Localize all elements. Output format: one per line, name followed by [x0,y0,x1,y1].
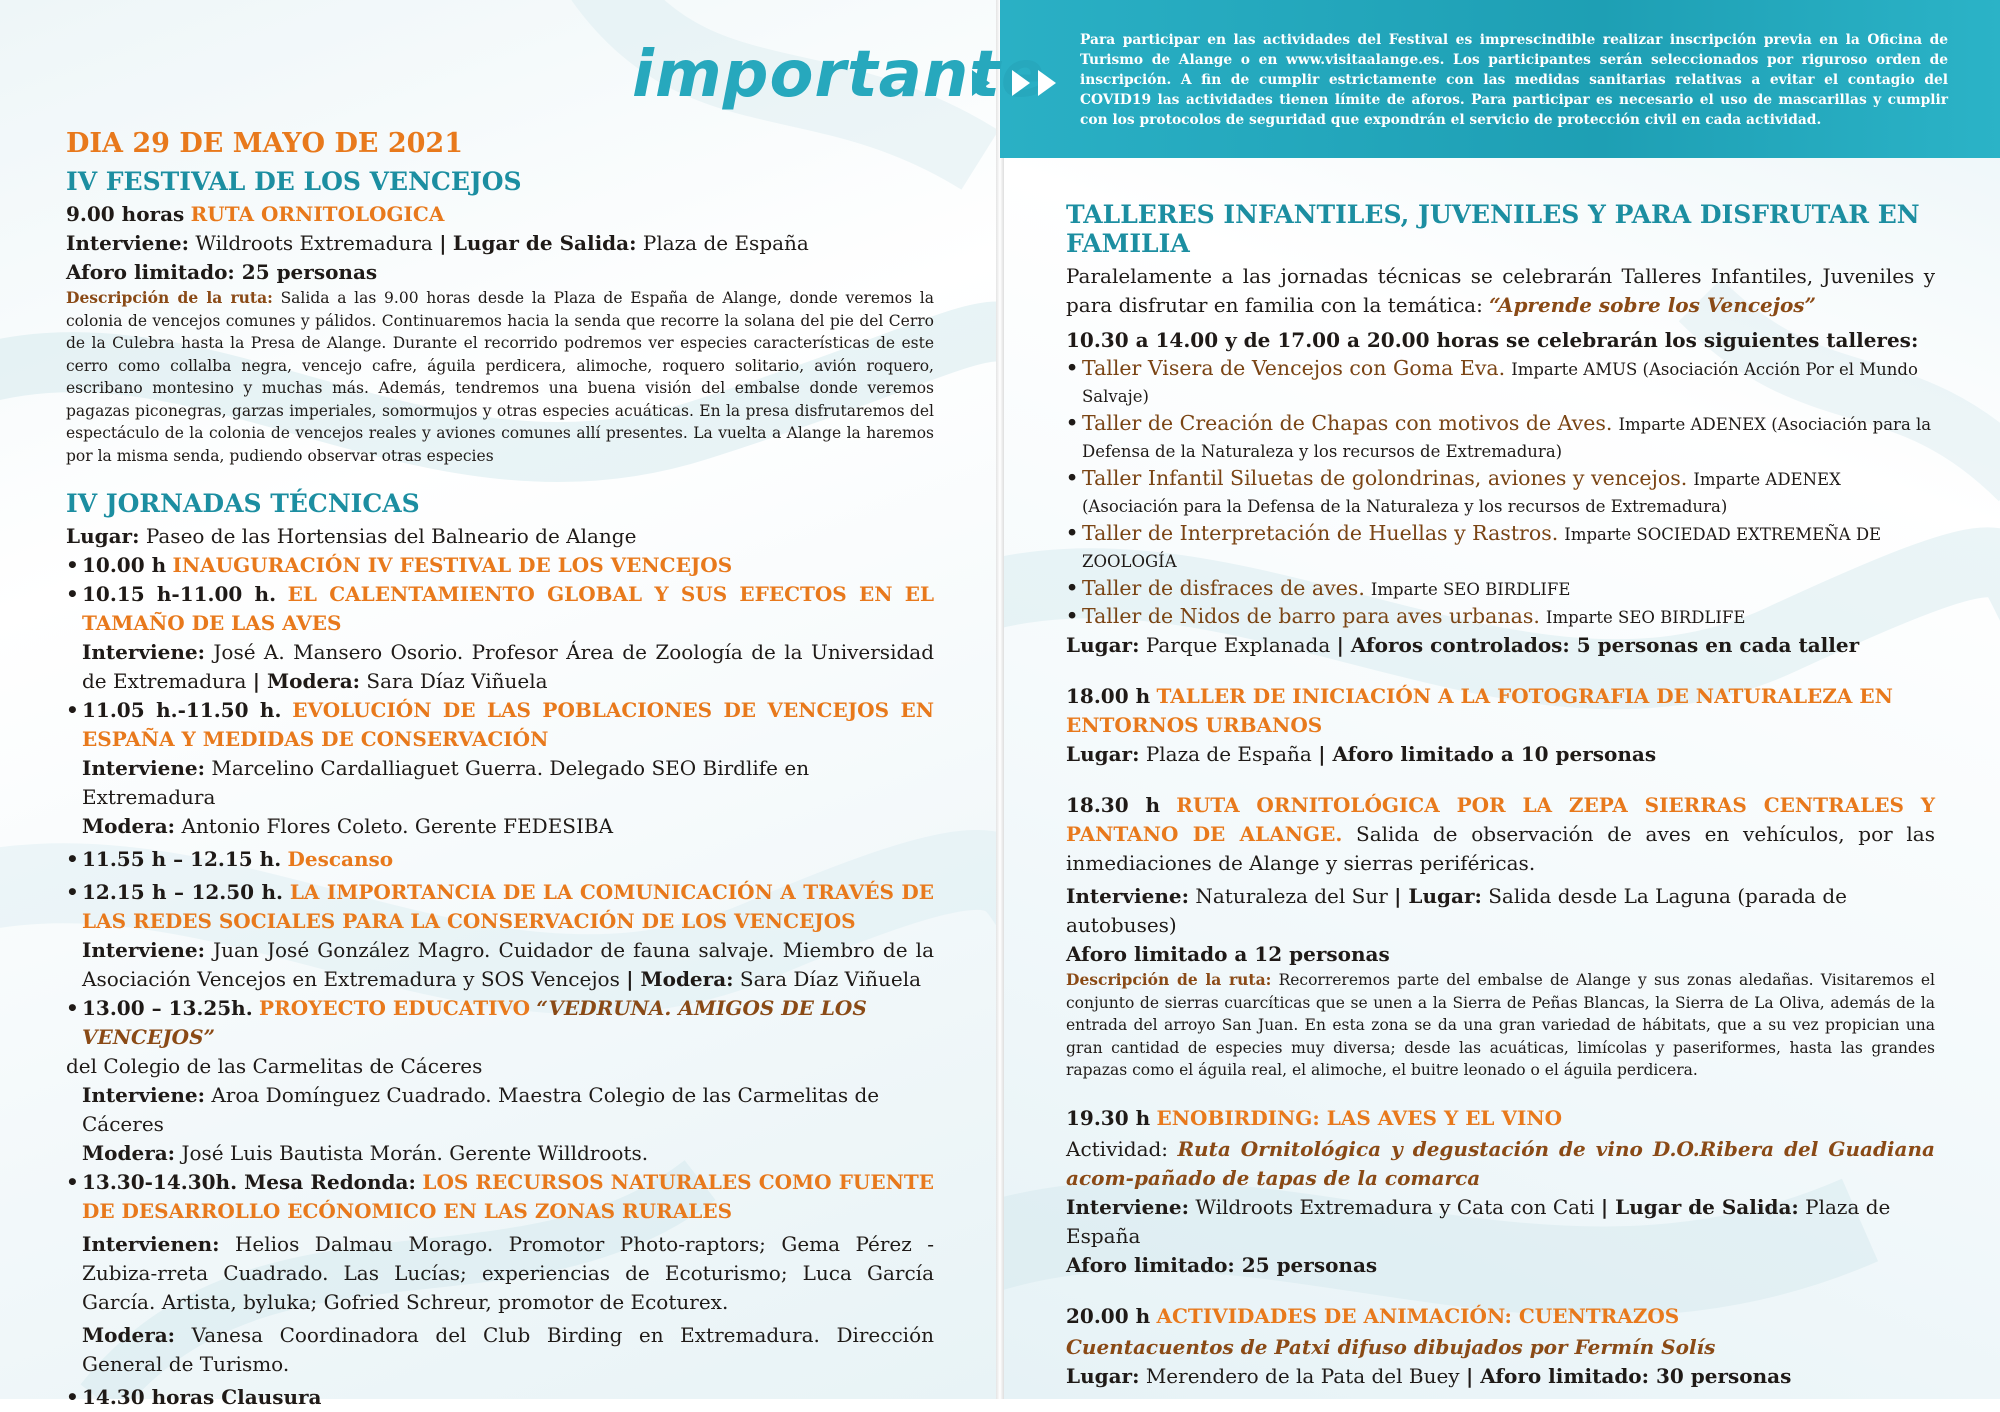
talleres-lugar: Lugar: Parque Explanada | Aforos controlados: 5 personas en cada taller [1066,633,1860,657]
lugar-value: Salida desde La Laguna (parada de autobuses) [1066,884,1847,937]
zepa-heading [1066,791,1935,878]
modera-label: Modera: [82,1323,176,1347]
workshop-title: Taller Visera de Vencejos con Goma Eva. [1082,356,1506,380]
salida-label: Lugar de Salida: [452,231,637,255]
zepa-description [1066,969,1935,1082]
agenda-item-evolucion [66,696,934,754]
desc-label: Descripción de la ruta: [66,288,273,307]
lugar-value: Plaza de España [1145,742,1312,766]
agenda-item-comunicacion [66,878,934,936]
ruta-details: Interviene: Wildroots Extremadura | Lugar de Salida: Plaza de España [66,231,809,255]
agenda-title: EL CALENTAMIENTO GLOBAL Y SUS EFECTOS EN EL TAMAÑO DE LAS AVES [82,582,935,635]
modera-label: Modera: [266,669,361,693]
interviene-value: Juan José González Magro. Cuidador de fauna salvaje. Miembro de la Asociación Vencejos en Extremadura y SOS Vencejos [82,938,935,991]
eno-heading [1066,1104,1935,1133]
workshop-imparte: Imparte SEO BIRDLIFE [1545,608,1746,627]
importante-heading: importante [632,38,1046,112]
list-item [1066,410,1935,465]
workshop-imparte: Imparte ADENEX (Asociación para la Defensa de la Naturaleza y los recursos de Extremadura) [1082,470,1841,516]
agenda-speaker [66,754,934,812]
agenda-item-proyecto [66,994,934,1052]
list-item [1066,355,1935,410]
agenda-title: Descanso [287,847,394,871]
lugar-label: Lugar: [1066,742,1140,766]
lugar-label: Lugar: [66,524,140,548]
interviene-label: Interviene: [82,938,205,962]
list-item [1066,520,1935,575]
interviene-label: Interviene: [82,756,205,780]
actividad-label: Actividad: [1066,1136,1169,1161]
banner-text: Para participar en las actividades del Festival es imprescindible realizar inscripción previa en la Oficina de Turismo de Alange o en www.visitaalange.es. Los participantes serán seleccionados por riguroso orden de inscripción. A fin de cumplir estrictamente con las medidas sanitarias relativas a evitar el contagio del COVID19 las actividades tienen límite de aforos. Para participar es necesario el uso de mascarillas y cumplir con los protocolos de seguridad que expondrán el servicio de protección civil en cada actividad. [1080,32,1948,128]
workshop-imparte: Imparte AMUS (Asociación Acción Por el Mundo Salvaje) [1082,360,1918,406]
right-column [1066,200,1935,1391]
agenda-item-mesa-redonda [66,1168,934,1226]
left-column [66,128,934,1412]
intervienen-label: Intervienen: [82,1232,220,1256]
ruta-time: 9.00 horas [66,202,185,226]
festival-title: IV FESTIVAL DE LOS VENCEJOS [66,167,522,196]
talleres-hours [1066,326,1935,355]
page-spine [996,0,1004,1399]
modera-value: Vanesa Coordinadora del Club Birding en Extremadura. Dirección General de Turismo. [82,1323,934,1376]
arrow-icons-right [1012,64,1064,102]
talleres-title: TALLERES INFANTILES, JUVENILES Y PARA DISFRUTAR EN FAMILIA [1066,200,1920,258]
modera-label: Modera: [640,967,734,991]
agenda-title-italic: “VEDRUNA. AMIGOS DE LOS VENCEJOS” [82,996,867,1049]
salida-value: Plaza de España [1066,1194,1891,1248]
interviene-label: Interviene: [82,640,205,664]
event-text: Salida de observación de aves en vehículos, por las inmediaciones de Alange y sierras periféricas. [1066,822,1935,875]
eno-details: Interviene: Wildroots Extremadura y Cata con Cati | Lugar de Salida: Plaza de España [1066,1194,1891,1248]
agenda-item-descanso [66,845,934,874]
agenda-moderator [66,812,934,841]
event-title: TALLER DE INICIACIÓN A LA FOTOGRAFIA DE NATURALEZA EN ENTORNOS URBANOS [1066,684,1893,737]
agenda-title: LOS RECURSOS NATURALES COMO FUENTE DE DESARROLLO ECÓNOMICO EN LAS ZONAS RURALES [82,1170,934,1223]
agenda-speaker [66,1081,934,1139]
agenda-speaker: Interviene: Juan José González Magro. Cuidador de fauna salvaje. Miembro de la Asociación Vencejos en Extremadura y SOS Vencejos | Modera: Sara Díaz Viñuela [82,938,935,991]
modera-label: Modera: [82,1141,176,1165]
list-item [1066,465,1935,520]
lugar-value: Paseo de las Hortensias del Balneario de Alange [145,524,637,548]
event-time: 18.00 h [1066,684,1151,708]
agenda-item-inauguracion [66,551,934,580]
interviene-label: Interviene: [1066,1194,1189,1219]
agenda-time: 11.05 h.-11.50 h. [82,698,282,722]
agenda-time: 10.15 h-11.00 h. [82,582,277,606]
triangle-arrow-icon [1012,70,1030,96]
aforo-text: Aforo limitado: 25 personas [66,260,378,284]
lugar-value: Merendero de la Pata del Buey [1145,1363,1460,1388]
talleres-intro-text: Paralelamente a las jornadas técnicas se celebrarán Talleres Infantiles, Juveniles y para disfrutar en familia con la temática: [1066,264,1935,317]
modera-value: Sara Díaz Viñuela [739,967,922,991]
triangle-arrow-icon [972,70,990,96]
workshop-title: Taller de disfraces de aves. [1082,576,1365,600]
workshop-imparte: Imparte SOCIEDAD EXTREMEÑA DE ZOOLOGÍA [1082,525,1882,571]
lugar-value: Parque Explanada [1145,633,1331,657]
ruta-aforo [66,258,934,287]
interviene-value: Wildroots Extremadura y Cata con Cati [1195,1194,1595,1219]
event-date: DIA 29 DE MAYO DE 2021 [66,128,463,159]
agenda-title: INAUGURACIÓN IV FESTIVAL DE LOS VENCEJOS [172,553,733,577]
agenda-speaker: Interviene: José A. Mansero Osorio. Profesor Área de Zoología de la Universidad de Extremadura | Modera: Sara Díaz Viñuela [82,640,934,693]
agenda-moderator [66,1139,934,1168]
modera-label: Modera: [82,814,176,838]
eno-actividad [1066,1135,1935,1193]
event-title: ENOBIRDING: LAS AVES Y EL VINO [1156,1105,1563,1130]
talleres-intro [1066,262,1935,320]
event-time: 20.00 h [1066,1303,1151,1328]
aforo-text: Aforos controlados: 5 personas en cada taller [1350,633,1860,657]
lugar-label: Lugar: [1066,633,1140,657]
agenda-time: 12.15 h – 12.50 h. [82,880,283,904]
event-time: 18.30 h [1066,793,1160,817]
zepa-details: Interviene: Naturaleza del Sur | Lugar: Salida desde La Laguna (parada de autobuses) [1066,884,1847,937]
important-banner [1000,0,2000,158]
agenda-time: 13.00 – 13.25h. [82,996,253,1020]
lugar-label: Lugar: [1066,1363,1140,1388]
agenda-speakers [66,1230,934,1317]
modera-value: José Luis Bautista Morán. Gerente Willdroots. [181,1141,649,1165]
workshop-list [1066,355,1935,631]
cuen-heading [1066,1302,1935,1331]
ruta-name: RUTA ORNITOLOGICA [190,202,445,226]
cuen-sub-text: Cuentacuentos de Patxi difuso dibujados por Fermín Solís [1066,1334,1716,1359]
interviene-label: Interviene: [1066,884,1189,908]
modera-value: Antonio Flores Coleto. Gerente FEDESIBA [181,814,614,838]
interviene-value: José A. Mansero Osorio. Profesor Área de Zoología de la Universidad de Extremadura [82,640,934,693]
interviene-value: Wildroots Extremadura [195,231,433,255]
cuen-subtitle [1066,1333,1935,1362]
jornadas-title: IV JORNADAS TÉCNICAS [66,489,420,518]
triangle-arrow-icon [1038,70,1056,96]
event-time: 19.30 h [1066,1105,1151,1130]
agenda-subtitle: del Colegio de las Carmelitas de Cáceres [66,1054,483,1078]
interviene-value: Naturaleza del Sur [1195,884,1388,908]
agenda-title: 14.30 horas Clausura [82,1385,322,1409]
workshop-imparte: Imparte ADENEX (Asociación para la Defensa de la Naturaleza y los recursos de Extremadura) [1082,415,1932,461]
salida-label: Lugar de Salida: [1615,1194,1799,1219]
event-title: RUTA ORNITOLÓGICA POR LA ZEPA SIERRAS CENTRALES Y PANTANO DE ALANGE. [1066,793,1936,846]
agenda-moderator [66,1321,934,1379]
workshop-title: Taller de Nidos de barro para aves urbanas. [1082,604,1540,628]
arrow-icons-left [972,64,998,102]
zepa-aforo [1066,940,1935,969]
salida-value: Plaza de España [642,231,809,255]
interviene-label: Interviene: [66,231,189,255]
aforo-text: Aforo limitado a 10 personas [1332,742,1657,766]
agenda-time: 13.30-14.30h. Mesa Redonda: [82,1170,416,1194]
talleres-hours-text: 10.30 a 14.00 y de 17.00 a 20.00 horas se celebrarán los siguientes talleres: [1066,328,1919,352]
desc-label: Descripción de la ruta: [1066,970,1272,989]
jornadas-lugar [66,522,934,551]
lugar-label: Lugar: [1408,884,1482,908]
workshop-title: Taller Infantil Siluetas de golondrinas, aviones y vencejos. [1082,466,1688,490]
agenda-item-calentamiento [66,580,934,638]
cuen-lugar: Lugar: Merendero de la Pata del Buey | Aforo limitado: 30 personas [1066,1363,1792,1388]
aforo-text: Aforo limitado a 12 personas [1066,942,1390,966]
interviene-value: Marcelino Cardalliaguet Guerra. Delegado SEO Birdlife en Extremadura [82,756,810,809]
interviene-label: Interviene: [82,1083,205,1107]
agenda-title: EVOLUCIÓN DE LAS POBLACIONES DE VENCEJOS EN ESPAÑA Y MEDIDAS DE CONSERVACIÓN [82,698,934,751]
list-item [1066,575,1935,603]
agenda-title: PROYECTO EDUCATIVO [259,996,531,1020]
workshop-title: Taller de Interpretación de Huellas y Rastros. [1082,521,1559,545]
actividad-value: Ruta Ornitológica y degustación de vino D.O.Ribera del Guadiana acom-pañado de tapas de la comarca [1066,1136,1935,1190]
agenda-time: 10.00 h [82,553,167,577]
foto-lugar: Lugar: Plaza de España | Aforo limitado a 10 personas [1066,742,1657,766]
agenda-title: LA IMPORTANCIA DE LA COMUNICACIÓN A TRAVÉS DE LAS REDES SOCIALES PARA LA CONSERVACIÓN DE LOS VENCEJOS [82,880,935,933]
desc-text: Salida a las 9.00 horas desde la Plaza de España de Alange, donde veremos la colonia de vencejos comunes y pálidos. Continuaremos hacia la senda que recorre la solana del pie del Cerro de la Culebra hasta la Presa de Alange. Durante el recorrido podremos ver especies características de este cerro como collalba negra, vencejo cafre, águila perdicera, alimoche, roquero solitario, avión roquero, escribano montesino y muchas más. Además, tendremos una buena visión del embalse donde veremos pagazas piconegras, garzas imperiales, somormujos y otras especies acuáticas. En la presa disfrutaremos del espectáculo de la colonia de vencejos reales y aviones comunes allí presentes. La vuelta a Alange la haremos por la misma senda, pudiendo observar otras especies [66,289,934,465]
ruta-description [66,287,934,467]
desc-text: Recorreremos parte del embalse de Alange y sus zonas aledañas. Visitaremos el conjunto de sierras cuarcíticas que se unen a la Sierra de Peñas Blancas, la Sierra de La Oliva, además de la entrada del arroyo San Juan. En esta zona se da una gran variedad de hábitats, que a su vez propician una gran cantidad de especies muy diversa; desde las acuáticas, limícolas y paseriformes, hasta las grandes rapazas como el águila real, el alimoche, el buitre leonado o el águila perdicera. [1066,971,1935,1079]
interviene-value: Aroa Domínguez Cuadrado. Maestra Colegio de las Carmelitas de Cáceres [82,1083,880,1136]
foto-heading [1066,682,1935,740]
list-item [1066,603,1935,631]
aforo-text: Aforo limitado: 25 personas [1066,1252,1378,1277]
ruta-heading [66,200,934,229]
aforo-text: Aforo limitado: 30 personas [1480,1363,1792,1388]
agenda-item-clausura [66,1383,934,1412]
workshop-title: Taller de Creación de Chapas con motivos de Aves. [1082,411,1613,435]
workshop-imparte: Imparte SEO BIRDLIFE [1370,580,1571,599]
eno-aforo [1066,1251,1935,1280]
intervienen-value: Helios Dalmau Morago. Promotor Photo-raptors; Gema Pérez -Zubiza-rreta Cuadrado. Las Lucías; experiencias de Ecoturismo; Luca García García. Artista, byluka; Gofried Schreur, promotor de Ecoturex. [82,1232,934,1314]
event-title: ACTIVIDADES DE ANIMACIÓN: CUENTRAZOS [1156,1303,1680,1328]
talleres-theme: “Aprende sobre los Vencejos” [1489,293,1817,317]
modera-value: Sara Díaz Viñuela [366,669,548,693]
agenda-time: 11.55 h – 12.15 h. [82,847,282,871]
